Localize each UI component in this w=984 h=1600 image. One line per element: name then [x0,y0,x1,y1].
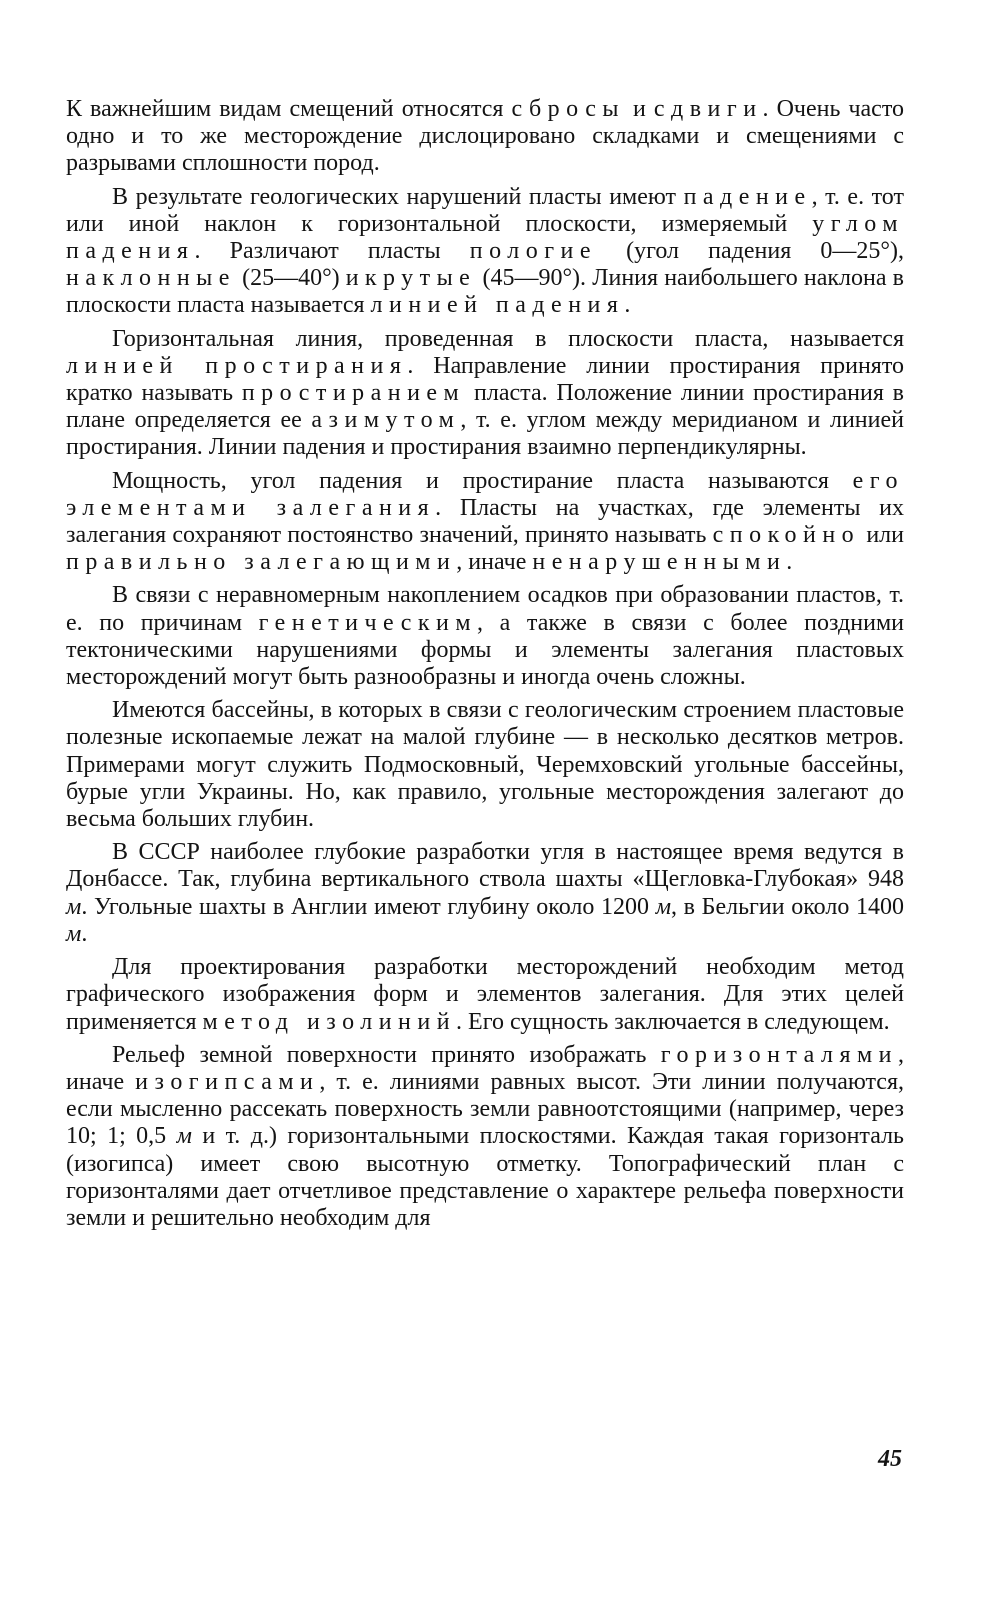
text-run: В связи с неравномерным накоплением осадков при образовании пластов, т. е. по причинам [66,582,904,636]
text-run: , т. е. линиями равных высот. Эти линии получаются, если мысленно рассекать поверхность земли равноотстоящими (например, через 10; 1; 0,5 [66,1068,904,1150]
text-run: Рельеф земной поверхности принято изображать [112,1041,661,1068]
spaced-term: изогипсами [135,1068,320,1095]
paragraph [66,954,904,1036]
spaced-term: горизонталями [660,1041,898,1068]
paragraph [66,697,904,833]
text-run: . Очень часто одно и то же месторождение дислоцировано складками и смещениями с разрывами сплошности пород. [66,96,905,177]
text-run: Для проектирования разработки месторождений необходим метод графического изображения форм и элементов залегания. Для этих целей применяется [66,954,904,1035]
spaced-term: падение [683,183,812,210]
text-run: . Угольные шахты в Англии имеют глубину около 1200 [81,893,656,920]
paragraph [66,96,904,178]
paragraph [66,582,904,691]
spaced-term: азимутом [311,407,461,434]
text-run: , иначе [456,549,533,576]
spaced-term: сбросы [511,96,625,122]
text-run: (угол падения 0—25°), [596,238,904,265]
text-run: . [786,549,793,576]
spaced-term: наклонные [66,265,236,292]
text-run: , иначе [66,1041,904,1095]
spaced-term: ненарушенными [532,549,787,576]
paragraph [66,326,904,462]
text-run: Горизонтальная линия, проведенная в плоскости пласта, называется [112,325,904,352]
spaced-term: метод изолиний [202,1008,457,1035]
text-run: . [81,920,88,947]
text-run: . [624,292,631,319]
unit-italic: м [176,1123,192,1150]
text-run: . Пласты на участках, где элементы их залегания сохраняют постоянство значений, принято называть [66,494,904,549]
text-run: , т. е. тот или иной наклон к горизонтальной плоскости, измеряемый [66,183,904,237]
text-run: Мощность, угол падения и простирание пласта называются [112,467,853,494]
paragraph [66,839,904,948]
text-run: (25—40°) и [235,265,365,292]
text-run: или [860,522,905,549]
spaced-term: его элементами залегания [66,467,904,521]
unit-italic: м [655,893,672,920]
text-run: , в Бельгии около 1400 [671,893,904,920]
text-run: , а также в связи с более поздними тектоническими нарушениями формы и элементы залегания пластовых месторождений могут быть разнообразны и иногда очень сложны. [66,609,904,691]
unit-italic: м [66,920,82,947]
spaced-term: сдвиги [653,96,763,122]
text-run: и [624,96,654,122]
spaced-term: линией простирания [66,352,408,379]
text-run: , т. е. углом между меридианом и линией простирания. Линии падения и простирания взаимно перпендикулярны. [66,407,904,461]
page-body [66,96,904,1238]
spaced-term: линией падения [370,292,625,319]
text-run: пласта. Положение линии простирания в плане определяется ее [66,380,905,434]
spaced-term: правильно залегающими [66,549,457,576]
spaced-term: спокойно [712,522,861,549]
spaced-term: простиранием [241,380,466,407]
paragraph [66,468,904,577]
text-run: В СССР наиболее глубокие разработки угля в настоящее время ведутся в Донбассе. Так, глубина вертикального ствола шахты «Щегловка-Глубокая» 948 [66,839,904,893]
text-run: . Направление линии простирания принято кратко называть [66,352,905,407]
page-number: 45 [878,1446,902,1472]
unit-italic: м [66,893,82,920]
text-run: . Различают пласты [194,238,470,265]
text-run: В результате геологических нарушений пласты имеют [112,183,684,210]
spaced-term: крутые [364,265,477,292]
text-run: К важнейшим видам смещений относятся [66,96,512,122]
text-run: и т. д.) горизонтальными плоскостями. Каждая такая горизонталь (изогипса) имеет свою высотную отметку. Топографический план с горизонталями дает отчетливое представление о характере рельефа поверхности земли и решительно необходим для [66,1123,904,1231]
paragraph [66,184,904,320]
text-run: (45—90°). Линия наибольшего наклона в плоскости пласта называется [66,265,904,319]
text-run: . Его сущность заключается в следующем. [456,1008,890,1035]
spaced-term: углом падения [66,210,904,265]
text-run: Имеются бассейны, в которых в связи с геологическим строением пластовые полезные ископаемые лежат на малой глубине — в несколько десятков метров. Примерами могут служить Подмосковный, Черемховский угольные бассейны, бурые угли Украины. Но, как правило, угольные месторождения залегают до весьма больших глубин. [66,697,904,833]
spaced-term: пологие [469,238,597,265]
paragraph [66,1042,904,1232]
spaced-term: генетическим [258,609,478,636]
